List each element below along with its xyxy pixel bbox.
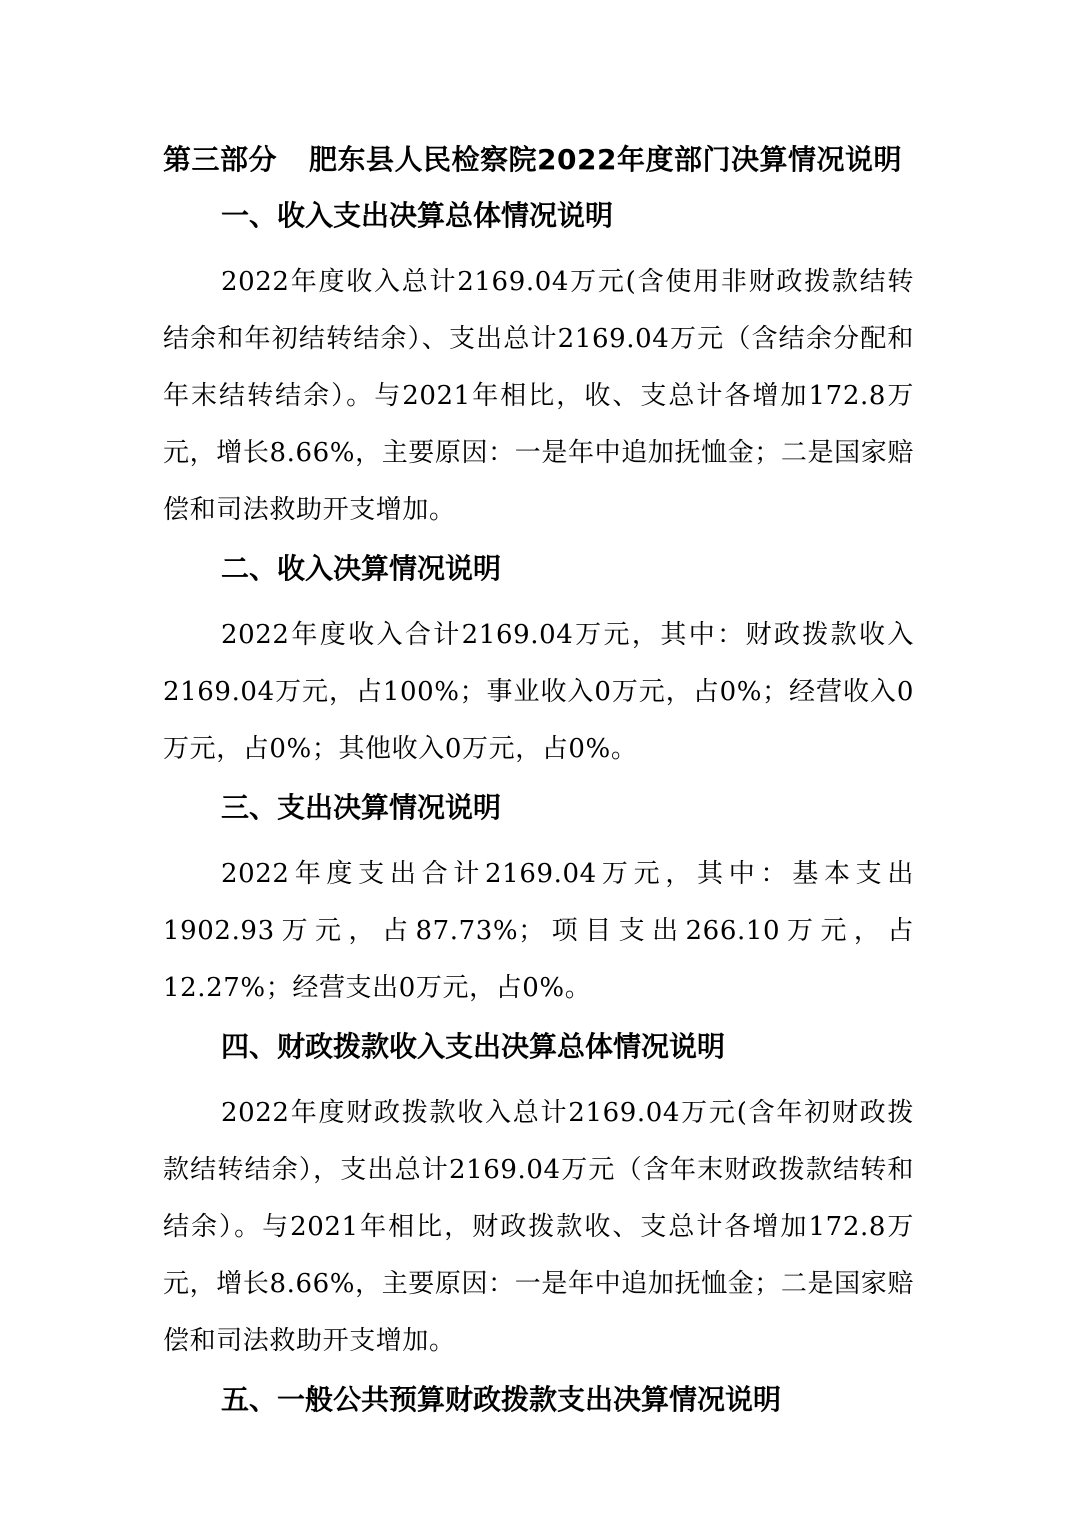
section-3-heading: 三、支出决算情况说明	[221, 791, 502, 824]
section-3-paragraph: 2022年度支出合计2169.04万元，其中：基本支出1902.93万元，占87.73%；项目支出266.10万元，占12.27%；经营支出0万元，占0%。	[163, 859, 914, 1003]
section-4-heading: 四、财政拨款收入支出决算总体情况说明	[221, 1030, 726, 1063]
title-main-text: 肥东县人民检察院2022年度部门决算情况说明	[309, 143, 902, 176]
section-5-heading: 五、一般公共预算财政拨款支出决算情况说明	[221, 1383, 782, 1416]
section-1-heading: 一、收入支出决算总体情况说明	[221, 199, 614, 232]
section-2-heading: 二、收入决算情况说明	[221, 552, 502, 585]
section-1-paragraph: 2022年度收入总计2169.04万元(含使用非财政拨款结转结余和年初结转结余）、支出总计2169.04万元（含结余分配和年末结转结余）。与2021年相比，收、支总计各增加172.8万元，增长8.66%，主要原因：一是年中追加抚恤金；二是国家赔偿和司法救助开支增加。	[163, 267, 914, 525]
section-4-paragraph: 2022年度财政拨款收入总计2169.04万元(含年初财政拨款结转结余），支出总计2169.04万元（含年末财政拨款结转和结余）。与2021年相比，财政拨款收、支总计各增加172.8万元，增长8.66%，主要原因：一是年中追加抚恤金；二是国家赔偿和司法救助开支增加。	[163, 1098, 914, 1356]
document-title	[163, 142, 914, 178]
section-2-paragraph: 2022年度收入合计2169.04万元，其中：财政拨款收入2169.04万元，占100%；事业收入0万元，占0%；经营收入0万元，占0%；其他收入0万元，占0%。	[163, 620, 914, 764]
title-part-label: 第三部分	[163, 143, 278, 176]
